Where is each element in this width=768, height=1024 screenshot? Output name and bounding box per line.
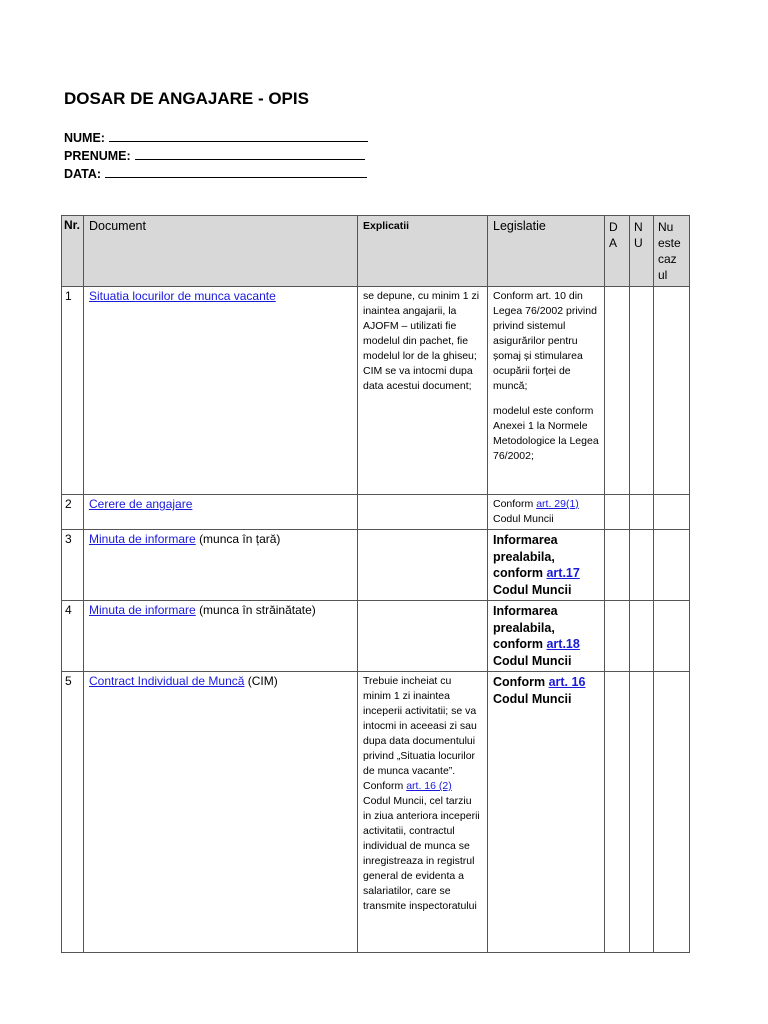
document-link[interactable]: Cerere de angajare [89, 497, 193, 511]
article-link[interactable]: art. 16 (2) [406, 780, 452, 792]
document-link[interactable]: Minuta de informare [89, 532, 196, 546]
legislatie-text: Codul Muncii [493, 691, 572, 706]
header-da: D A [605, 216, 630, 287]
row-nu-cell[interactable] [630, 672, 654, 953]
row-da-cell[interactable] [605, 601, 630, 672]
legislatie-text: Conform art. 10 din Legea 76/2002 privind privind sistemul asigurărilor pentru șomaj și stimularea ocupării forței de muncă; [493, 290, 597, 392]
row-da-cell[interactable] [605, 287, 630, 495]
row-nr: 5 [62, 672, 84, 953]
table-header-row [62, 216, 690, 287]
article-link[interactable]: art. 16 [548, 675, 586, 689]
row-nu-cell[interactable] [630, 530, 654, 601]
row-explicatii [358, 495, 488, 530]
article-link[interactable]: art. 29(1) [536, 498, 579, 510]
nume-field [64, 129, 368, 145]
row-legislatie [488, 287, 605, 495]
header-explicatii: Explicatii [358, 216, 488, 287]
table-row [62, 601, 690, 672]
row-da-cell[interactable] [605, 530, 630, 601]
row-document [84, 530, 358, 601]
row-document [84, 601, 358, 672]
data-label: DATA: [64, 167, 102, 181]
table-row [62, 672, 690, 953]
row-nr: 4 [62, 601, 84, 672]
header-nr: Nr. [62, 216, 84, 287]
page-title: DOSAR DE ANGAJARE - OPIS [64, 89, 309, 108]
document-link[interactable]: Contract Individual de Muncă [89, 674, 245, 688]
article-link[interactable]: art.18 [546, 637, 580, 651]
row-nr: 3 [62, 530, 84, 601]
row-nu-cell[interactable] [630, 287, 654, 495]
header-document: Document [84, 216, 358, 287]
row-nr: 2 [62, 495, 84, 530]
row-document [84, 495, 358, 530]
row-explicatii [358, 601, 488, 672]
row-nu-cell[interactable] [630, 601, 654, 672]
document-extra: (munca în străinătate) [199, 603, 316, 617]
prenume-field [64, 147, 365, 163]
table-row [62, 530, 690, 601]
row-nu-este-cazul-cell[interactable] [654, 495, 690, 530]
row-nu-este-cazul-cell[interactable] [654, 530, 690, 601]
document-link[interactable]: Minuta de informare [89, 603, 196, 617]
row-da-cell[interactable] [605, 495, 630, 530]
header-legislatie: Legislatie [488, 216, 605, 287]
data-line[interactable] [105, 165, 367, 178]
row-explicatii [358, 672, 488, 953]
row-nu-este-cazul-cell[interactable] [654, 287, 690, 495]
row-legislatie [488, 601, 605, 672]
explicatii-text: Trebuie incheiat cu minim 1 zi inaintea inceperii activitatii; se va intocmi in aceeasi zi sau dupa data documentului privind „Situatia locurilor de munca vacante”. Conform [363, 675, 477, 792]
legislatie-text: modelul este conform Anexei 1 la Normele Metodologice la Legea 76/2002; [493, 405, 599, 462]
prenume-line[interactable] [135, 147, 365, 160]
row-legislatie [488, 495, 605, 530]
row-da-cell[interactable] [605, 672, 630, 953]
document-extra: (CIM) [247, 674, 278, 688]
document-extra: (munca în țară) [199, 532, 281, 546]
legislatie-text: Conform [493, 498, 534, 510]
row-document [84, 287, 358, 495]
row-explicatii: se depune, cu minim 1 zi inaintea angajarii, la AJOFM – utilizati fie modelul din pachet, fie modelul lor de la ghiseu; CIM se va intocmi dupa data acestui document; [358, 287, 488, 495]
row-nr: 1 [62, 287, 84, 495]
legislatie-text: Codul Muncii [493, 653, 572, 668]
opis-table [61, 215, 690, 953]
explicatii-text: Codul Muncii, cel tarziu in ziua anteriora inceperii activitatii, contractul individual de munca se inregistreaza in registrul general de evidenta a salariatilor, care se transmite inspectoratului [363, 795, 480, 912]
row-nu-este-cazul-cell[interactable] [654, 601, 690, 672]
nume-label: NUME: [64, 131, 105, 145]
legislatie-text: Codul Muncii [493, 582, 572, 597]
header-nu: N U [630, 216, 654, 287]
nume-line[interactable] [109, 129, 368, 142]
legislatie-text: Conform [493, 675, 546, 689]
row-legislatie [488, 672, 605, 953]
row-document [84, 672, 358, 953]
header-nu-este-cazul: Nu este caz ul [654, 216, 690, 287]
row-explicatii [358, 530, 488, 601]
row-legislatie [488, 530, 605, 601]
document-link[interactable]: Situatia locurilor de munca vacante [89, 289, 276, 303]
row-nu-este-cazul-cell[interactable] [654, 672, 690, 953]
legislatie-text: Informarea prealabila, conform [493, 604, 558, 651]
row-nu-cell[interactable] [630, 495, 654, 530]
data-field [64, 165, 367, 181]
table-row [62, 495, 690, 530]
legislatie-text: Informarea prealabila, conform [493, 533, 558, 580]
legislatie-text: Codul Muncii [493, 513, 554, 525]
article-link[interactable]: art.17 [546, 566, 580, 580]
prenume-label: PRENUME: [64, 149, 131, 163]
table-row [62, 287, 690, 495]
